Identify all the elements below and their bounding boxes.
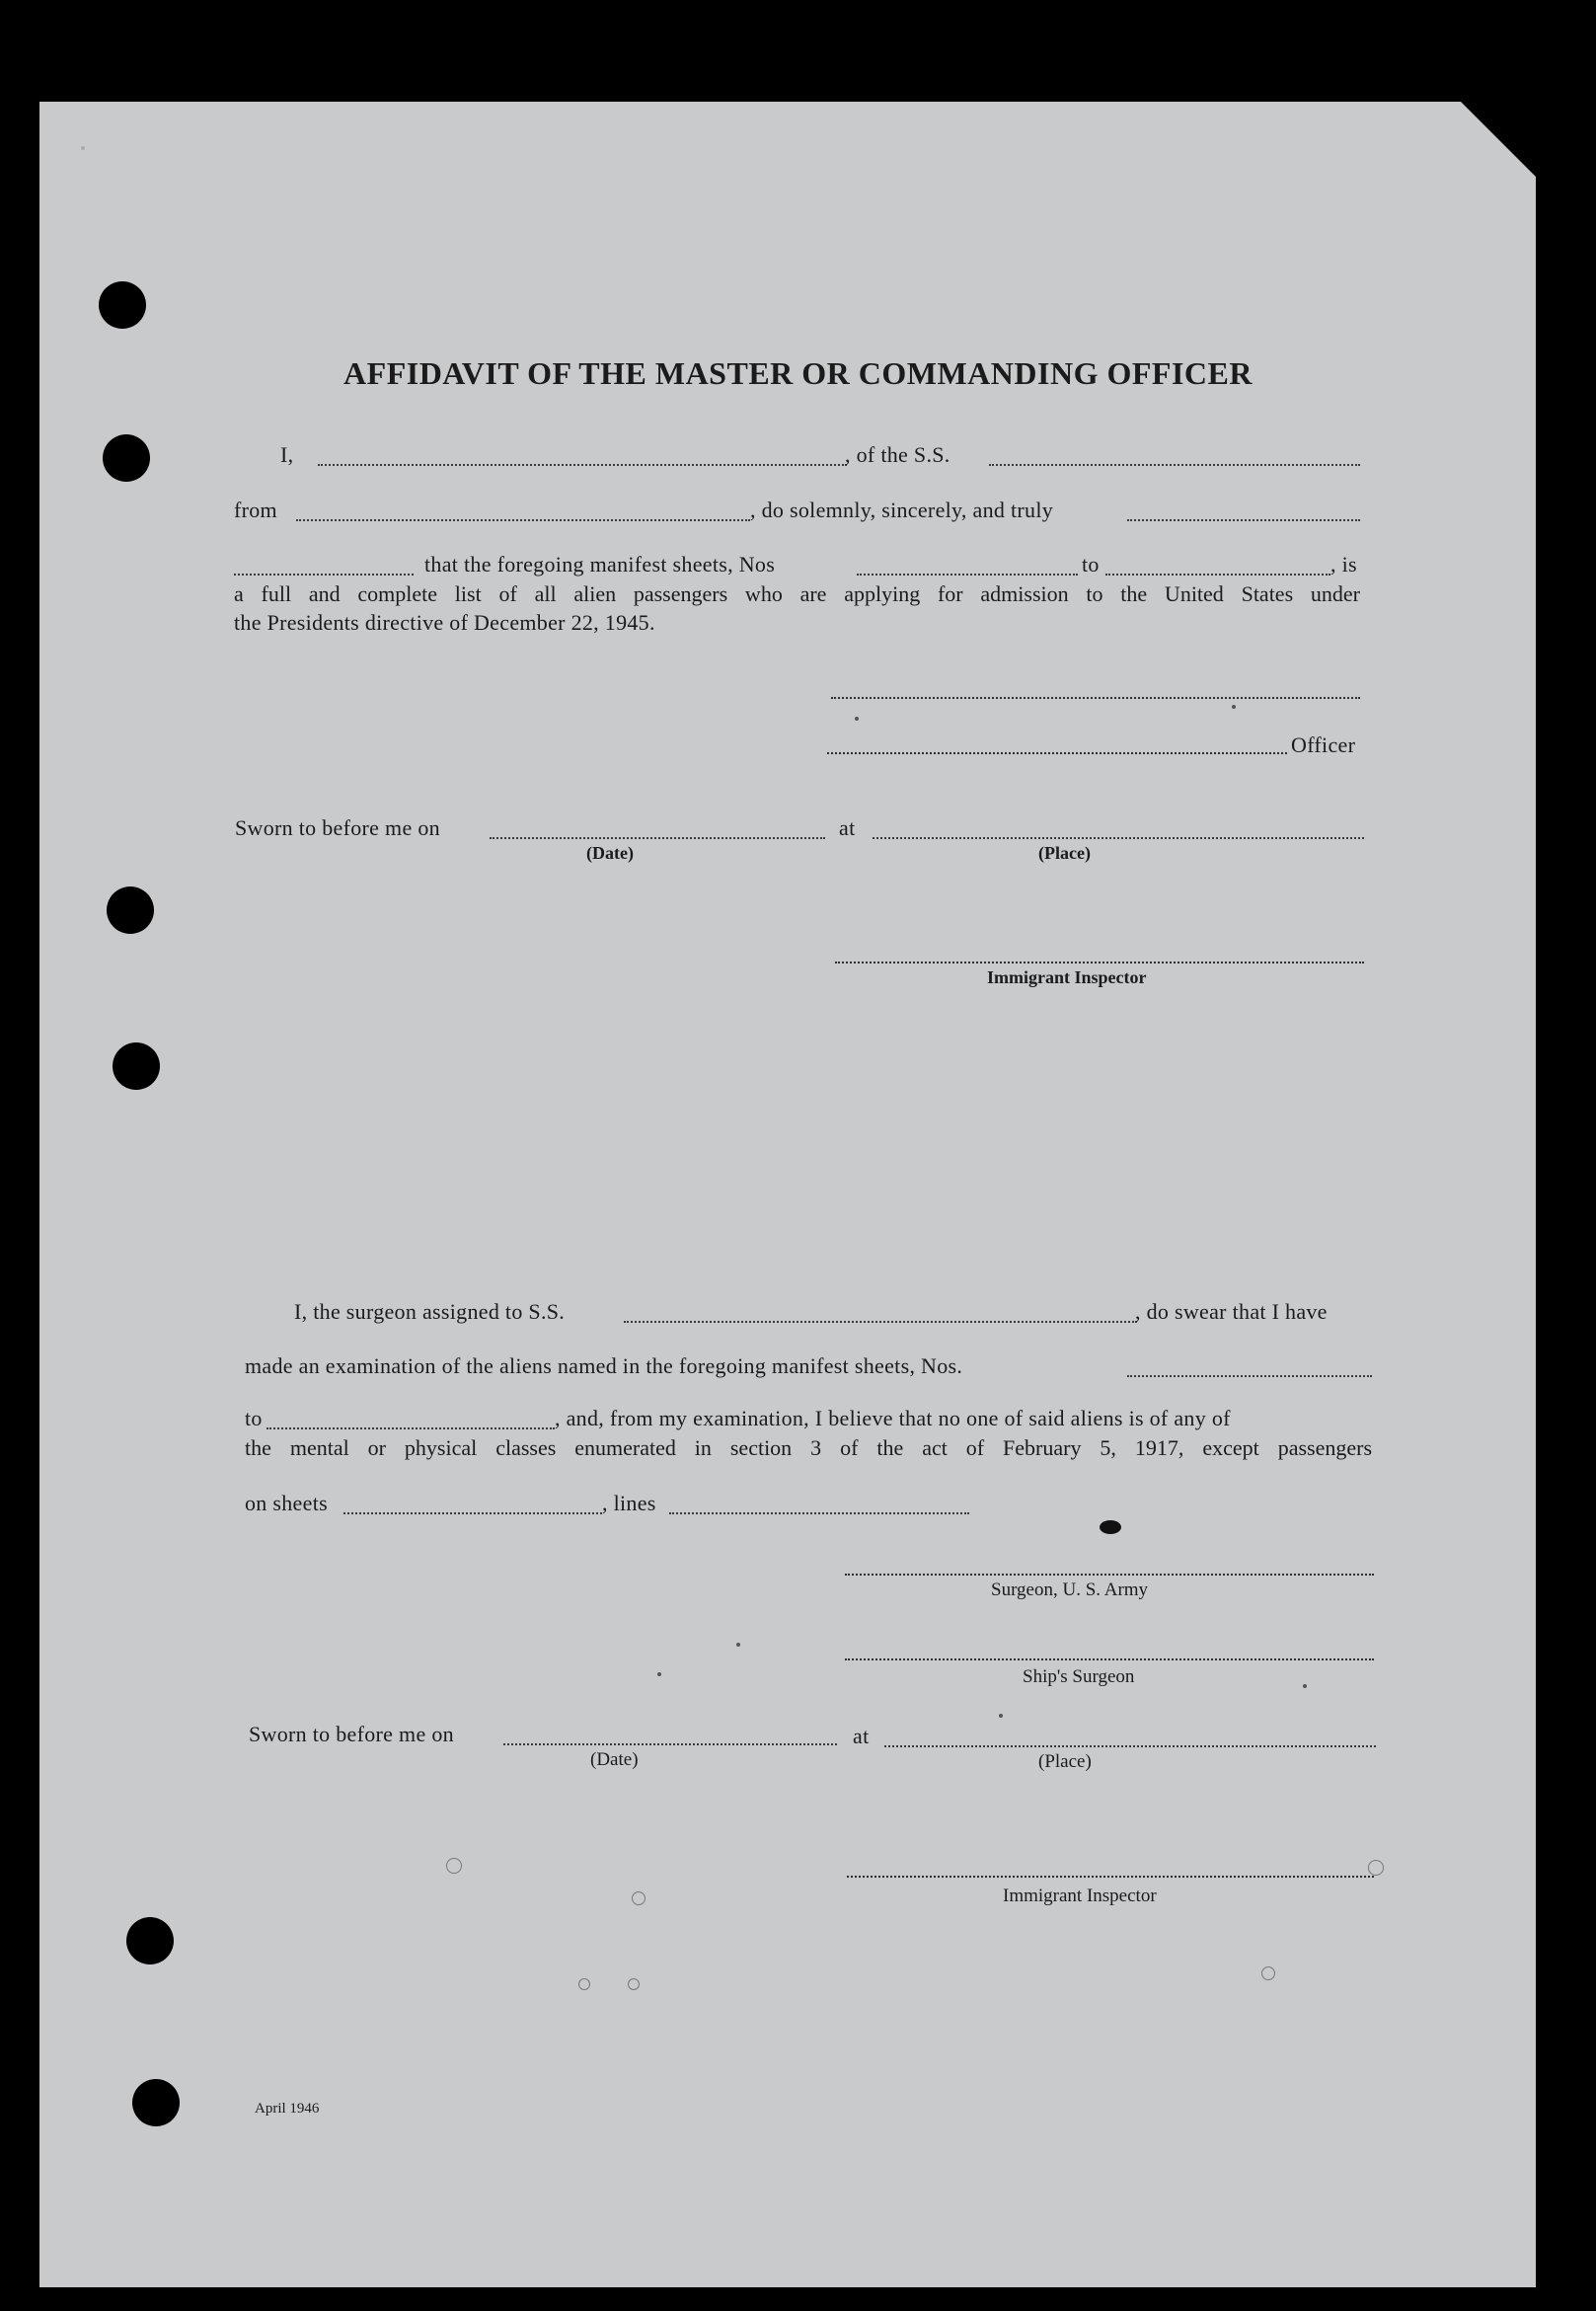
- scan-speck: [1303, 1684, 1307, 1688]
- punch-hole: [113, 1042, 160, 1090]
- punch-hole: [132, 2079, 180, 2126]
- oath-blank: [1127, 519, 1360, 521]
- surgeon-place-blank: [884, 1745, 1376, 1747]
- master-date-caption: (Date): [586, 843, 634, 863]
- sheets-from-blank: [857, 574, 1078, 576]
- army-surgeon-signature-line: [845, 1574, 1374, 1576]
- master-line3-end: , is: [1330, 552, 1357, 577]
- surgeon-date-caption: (Date): [590, 1749, 639, 1770]
- scan-speck: [628, 1978, 640, 1990]
- surgeon-line4: the mental or physical classes enumerated in section 3 of the act of February 5, 1917, except passengers: [245, 1435, 1372, 1460]
- master-line3-to: to: [1082, 552, 1100, 577]
- surgeon-sheets-to-blank: [266, 1427, 555, 1429]
- master-line4: a full and complete list of all alien passengers who are applying for admission to the United States under: [234, 581, 1360, 606]
- scan-speck: [855, 717, 859, 721]
- scan-speck: [1100, 1520, 1121, 1534]
- scan-speck: [736, 1643, 740, 1647]
- surgeon-ship-blank: [624, 1321, 1137, 1323]
- sheets-to-blank: [1105, 574, 1330, 576]
- scan-speck: [446, 1858, 462, 1874]
- punch-hole: [126, 1917, 174, 1964]
- master-date-blank: [490, 837, 825, 839]
- master-place-blank: [873, 837, 1364, 839]
- master-name-blank: [318, 464, 847, 466]
- surgeon-line1-start: I, the surgeon assigned to S.S.: [294, 1299, 566, 1324]
- port-blank: [296, 519, 750, 521]
- master-place-caption: (Place): [1038, 843, 1091, 863]
- surgeon-line3-end: , and, from my examination, I believe that no one of said aliens is of any of: [555, 1406, 1231, 1430]
- surgeon-line5-mid: , lines: [602, 1491, 656, 1515]
- officer-signature-line: [827, 752, 1287, 754]
- ship-surgeon-caption: Ship's Surgeon: [1023, 1666, 1135, 1687]
- master-line2-mid: , do solemnly, sincerely, and truly: [750, 498, 1054, 522]
- surgeon-inspector-caption: Immigrant Inspector: [1003, 1886, 1157, 1906]
- surgeon-inspector-signature-line: [847, 1876, 1374, 1878]
- surgeon-line2: made an examination of the aliens named in the foregoing manifest sheets, Nos.: [245, 1353, 963, 1378]
- surgeon-sheets-blank: [343, 1512, 602, 1514]
- signature-line: [831, 697, 1360, 699]
- oath-word-blank: [234, 574, 414, 576]
- surgeon-line3-start: to: [245, 1406, 263, 1430]
- page-title: AFFIDAVIT OF THE MASTER OR COMMANDING OFFICER: [343, 355, 1253, 391]
- punch-hole: [99, 281, 146, 329]
- master-sworn-label: Sworn to before me on: [235, 815, 440, 840]
- surgeon-line1-end: , do swear that I have: [1135, 1299, 1328, 1324]
- master-inspector-caption: Immigrant Inspector: [987, 967, 1147, 987]
- officer-label: Officer: [1291, 732, 1356, 757]
- scan-speck: [999, 1714, 1003, 1718]
- surgeon-at-label: at: [853, 1724, 870, 1748]
- master-line5: the Presidents directive of December 22, 1945.: [234, 610, 655, 635]
- army-surgeon-caption: Surgeon, U. S. Army: [991, 1579, 1149, 1600]
- master-line1-mid: , of the S.S.: [845, 442, 950, 467]
- master-line3-mid: that the foregoing manifest sheets, Nos: [424, 552, 776, 577]
- scan-speck: [657, 1672, 661, 1676]
- punch-hole: [107, 886, 154, 934]
- surgeon-date-blank: [503, 1743, 837, 1745]
- master-line1-start: I,: [280, 442, 294, 467]
- scan-speck: [1368, 1860, 1384, 1876]
- inspector-signature-line: [835, 962, 1364, 963]
- scan-speck: [81, 146, 85, 150]
- surgeon-line5-start: on sheets: [245, 1491, 328, 1515]
- scan-speck: [632, 1891, 646, 1905]
- surgeon-place-caption: (Place): [1038, 1751, 1092, 1772]
- ship-surgeon-signature-line: [845, 1658, 1374, 1660]
- master-line2-start: from: [234, 498, 277, 522]
- scan-speck: [1232, 705, 1236, 709]
- surgeon-sheets-from-blank: [1127, 1375, 1372, 1377]
- scan-speck: [578, 1978, 590, 1990]
- surgeon-sworn-label: Sworn to before me on: [249, 1722, 454, 1746]
- surgeon-lines-blank: [669, 1512, 969, 1514]
- form-date-footer: April 1946: [255, 2101, 320, 2117]
- scan-speck: [1261, 1966, 1275, 1980]
- punch-hole: [103, 434, 150, 482]
- master-at-label: at: [839, 815, 856, 840]
- document-page: [39, 102, 1536, 2287]
- ship-name-blank: [989, 464, 1360, 466]
- folded-corner: [1461, 102, 1536, 177]
